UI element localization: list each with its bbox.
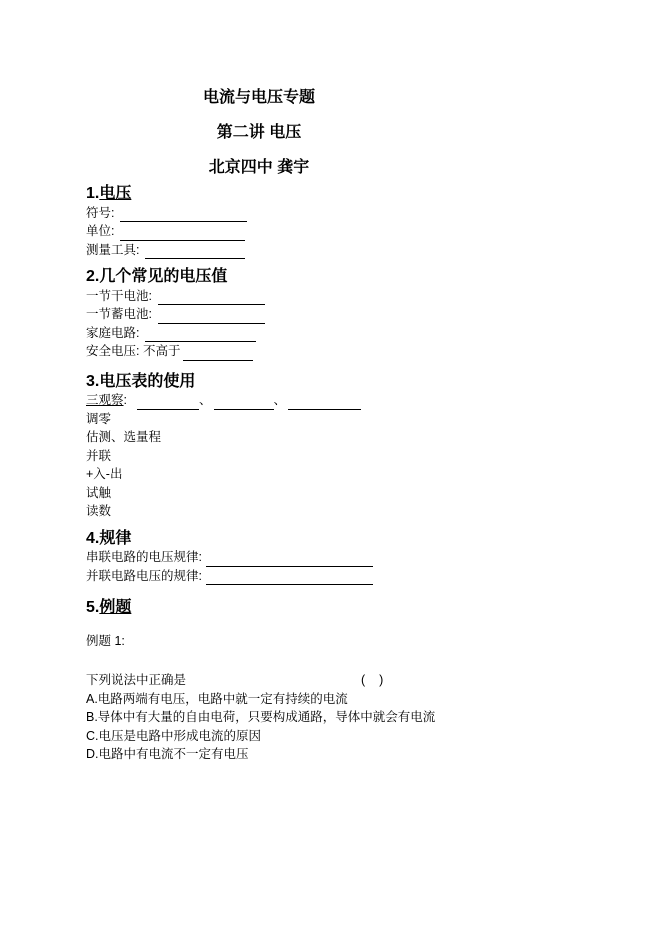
- blank-underline: [120, 228, 245, 241]
- field-label-symbol: 符号:: [86, 205, 115, 220]
- doc-subtitle: 第二讲 电压: [216, 124, 302, 141]
- section-1-title: 电压: [99, 185, 132, 202]
- list-item-estimate-range: 估测、选量程: [86, 430, 162, 444]
- fill-line-three-observe: [86, 391, 586, 410]
- fill-line-safe-voltage: [86, 342, 586, 361]
- doc-title: 电流与电压专题: [202, 89, 315, 106]
- question-stem: 下列说法中正确是: [86, 673, 187, 687]
- answer-bracket: ( ): [361, 673, 384, 687]
- blank-underline: [145, 329, 256, 342]
- section-voltage: [86, 185, 586, 259]
- observe-colon: :: [123, 393, 127, 407]
- example-1-label: 例题 1:: [86, 633, 125, 648]
- blank-underline: [206, 572, 373, 585]
- fill-line-parallel-rule: [86, 567, 586, 586]
- section-5-heading: [86, 599, 586, 618]
- separator-mark: 、: [273, 393, 287, 407]
- doc-author: 北京四中 龚宇: [208, 159, 310, 176]
- blank-underline: [158, 311, 265, 324]
- field-label-safe-voltage: 安全电压: 不高于: [86, 344, 181, 358]
- list-item-zero-adjust: 调零: [86, 411, 112, 426]
- field-label-household: 家庭电路:: [86, 325, 140, 340]
- blank-underline: [145, 246, 245, 259]
- document-body: [86, 185, 586, 764]
- fill-line-symbol: [86, 204, 586, 223]
- field-label-unit: 单位:: [86, 224, 115, 238]
- blank-underline: [214, 397, 274, 410]
- blank-underline: [206, 554, 373, 567]
- section-5-title: 例题: [99, 599, 132, 616]
- section-4-heading: [86, 530, 586, 549]
- fill-line-tool: [86, 241, 586, 260]
- fill-line-dry-cell: [86, 287, 586, 306]
- section-examples: [86, 599, 586, 764]
- option-d: D.电路中有电流不一定有电压: [86, 747, 249, 761]
- section-2-title: 几个常见的电压值: [99, 268, 228, 285]
- option-a: A.电路两端有电压，电路中就一定有持续的电流: [86, 691, 348, 706]
- section-5-number: 5.: [86, 599, 100, 616]
- field-label-parallel-rule: 并联电路电压的规律:: [86, 568, 202, 583]
- title-block: [86, 80, 432, 185]
- field-label-dry-cell: 一节干电池:: [86, 288, 152, 303]
- fill-line-series-rule: [86, 548, 586, 567]
- blank-underline: [288, 397, 361, 410]
- fill-line-unit: [86, 222, 586, 241]
- section-common-voltages: [86, 268, 586, 361]
- section-voltmeter-use: [86, 373, 586, 521]
- field-label-series-rule: 串联电路的电压规律:: [86, 550, 202, 564]
- section-1-heading: [86, 185, 586, 204]
- section-3-heading: [86, 373, 586, 392]
- section-2-number: 2.: [86, 268, 100, 285]
- list-item-parallel: 并联: [86, 448, 112, 463]
- blank-underline: [137, 397, 199, 410]
- field-label-tool: 测量工具:: [86, 242, 140, 257]
- field-label-storage-cell: 一节蓄电池:: [86, 307, 152, 321]
- section-3-number: 3.: [86, 372, 100, 390]
- option-c: C.电压是电路中形成电流的原因: [86, 728, 262, 743]
- question-stem-line: [86, 671, 586, 690]
- field-label-three-observe: 三观察: [86, 393, 124, 407]
- fill-line-storage-cell: [86, 305, 586, 324]
- section-2-heading: [86, 268, 586, 287]
- document-content: [86, 80, 586, 764]
- section-4-title: 规律: [99, 529, 132, 547]
- list-item-read-value: 读数: [86, 504, 112, 518]
- option-b: B.导体中有大量的自由电荷，只要构成通路，导体中就会有电流: [86, 710, 436, 724]
- list-item-trial-touch: 试触: [86, 485, 112, 500]
- list-item-terminals: +入-出: [86, 467, 123, 481]
- fill-line-household: [86, 324, 586, 343]
- blank-underline: [158, 292, 265, 305]
- section-4-number: 4.: [86, 529, 100, 547]
- section-3-title: 电压表的使用: [99, 372, 196, 390]
- separator-mark: 、: [199, 393, 212, 407]
- blank-underline: [120, 209, 247, 222]
- question-block: [86, 671, 586, 764]
- blank-underline: [183, 348, 253, 361]
- section-rules: [86, 530, 586, 586]
- section-1-number: 1.: [86, 185, 100, 202]
